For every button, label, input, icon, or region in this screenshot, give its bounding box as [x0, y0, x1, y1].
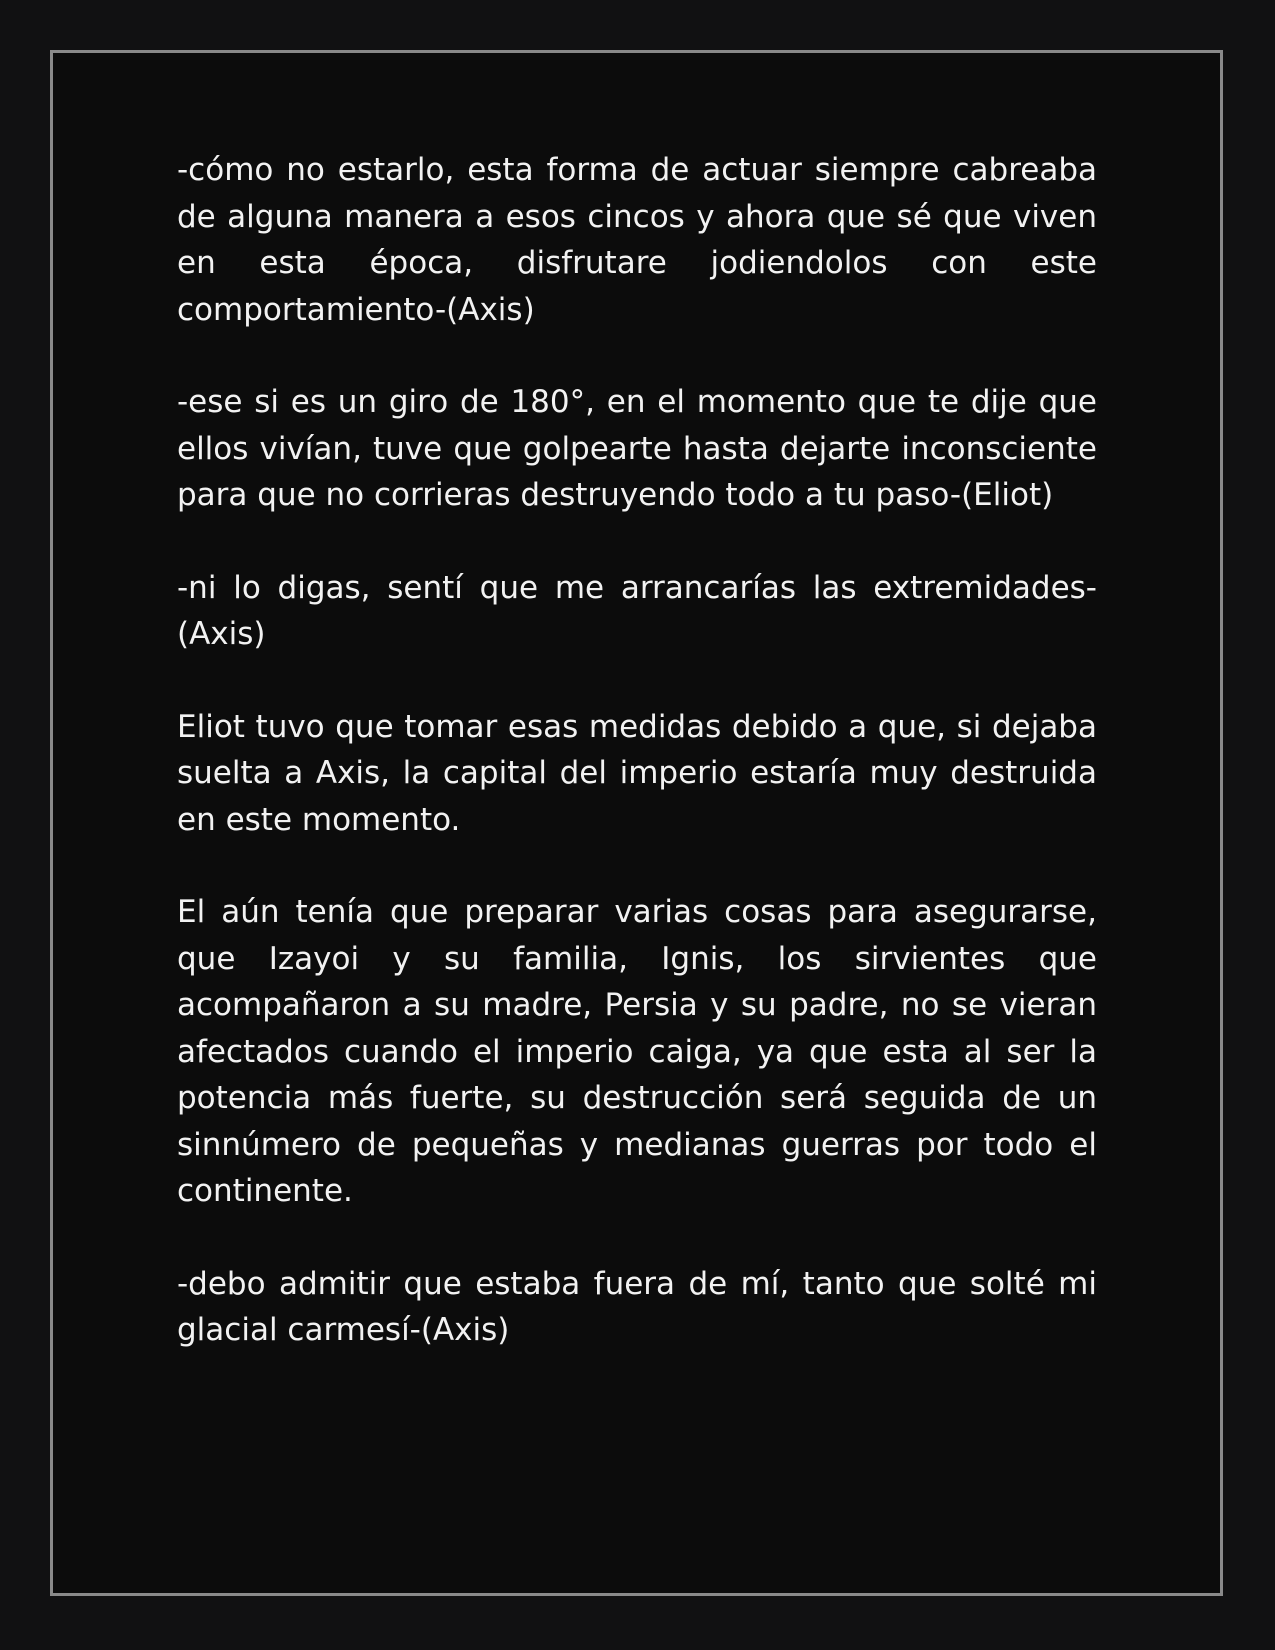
paragraph-dialogue-eliot: -ese si es un giro de 180°, en el momento que te dije que ellos vivían, tuve que golpearte hasta dejarte inconsciente para que no corrieras destruyendo todo a tu paso-(Eliot): [177, 384, 1097, 513]
paragraph-dialogue-axis-3: -debo admitir que estaba fuera de mí, tanto que solté mi glacial carmesí-(Axis): [177, 1265, 1097, 1348]
paragraph-narration-1: Eliot tuvo que tomar esas medidas debido a que, si dejaba suelta a Axis, la capital del imperio estaría muy destruida en este momento.: [177, 708, 1097, 838]
paragraph-narration-2: El aún tenía que preparar varias cosas para asegurarse, que Izayoi y su familia, Ignis, los sirvientes que acompañaron a su madre, Persia y su padre, no se vieran afectados cuando el imperio caiga, ya que esta al ser la potencia más fuerte, su destrucción será seguida de un sinnúmero de pequeñas y medianas guerras por todo el continente.: [177, 894, 1097, 1209]
paragraph-dialogue-axis-2: -ni lo digas, sentí que me arrancarías las extremidades-(Axis): [177, 569, 1097, 652]
paragraph-dialogue-axis-1: -cómo no estarlo, esta forma de actuar siempre cabreaba de alguna manera a esos cincos y ahora que sé que viven en esta época, disfrutare jodiendolos con este comportamiento-(Axis): [177, 152, 1097, 328]
document-body: [177, 147, 1097, 1400]
